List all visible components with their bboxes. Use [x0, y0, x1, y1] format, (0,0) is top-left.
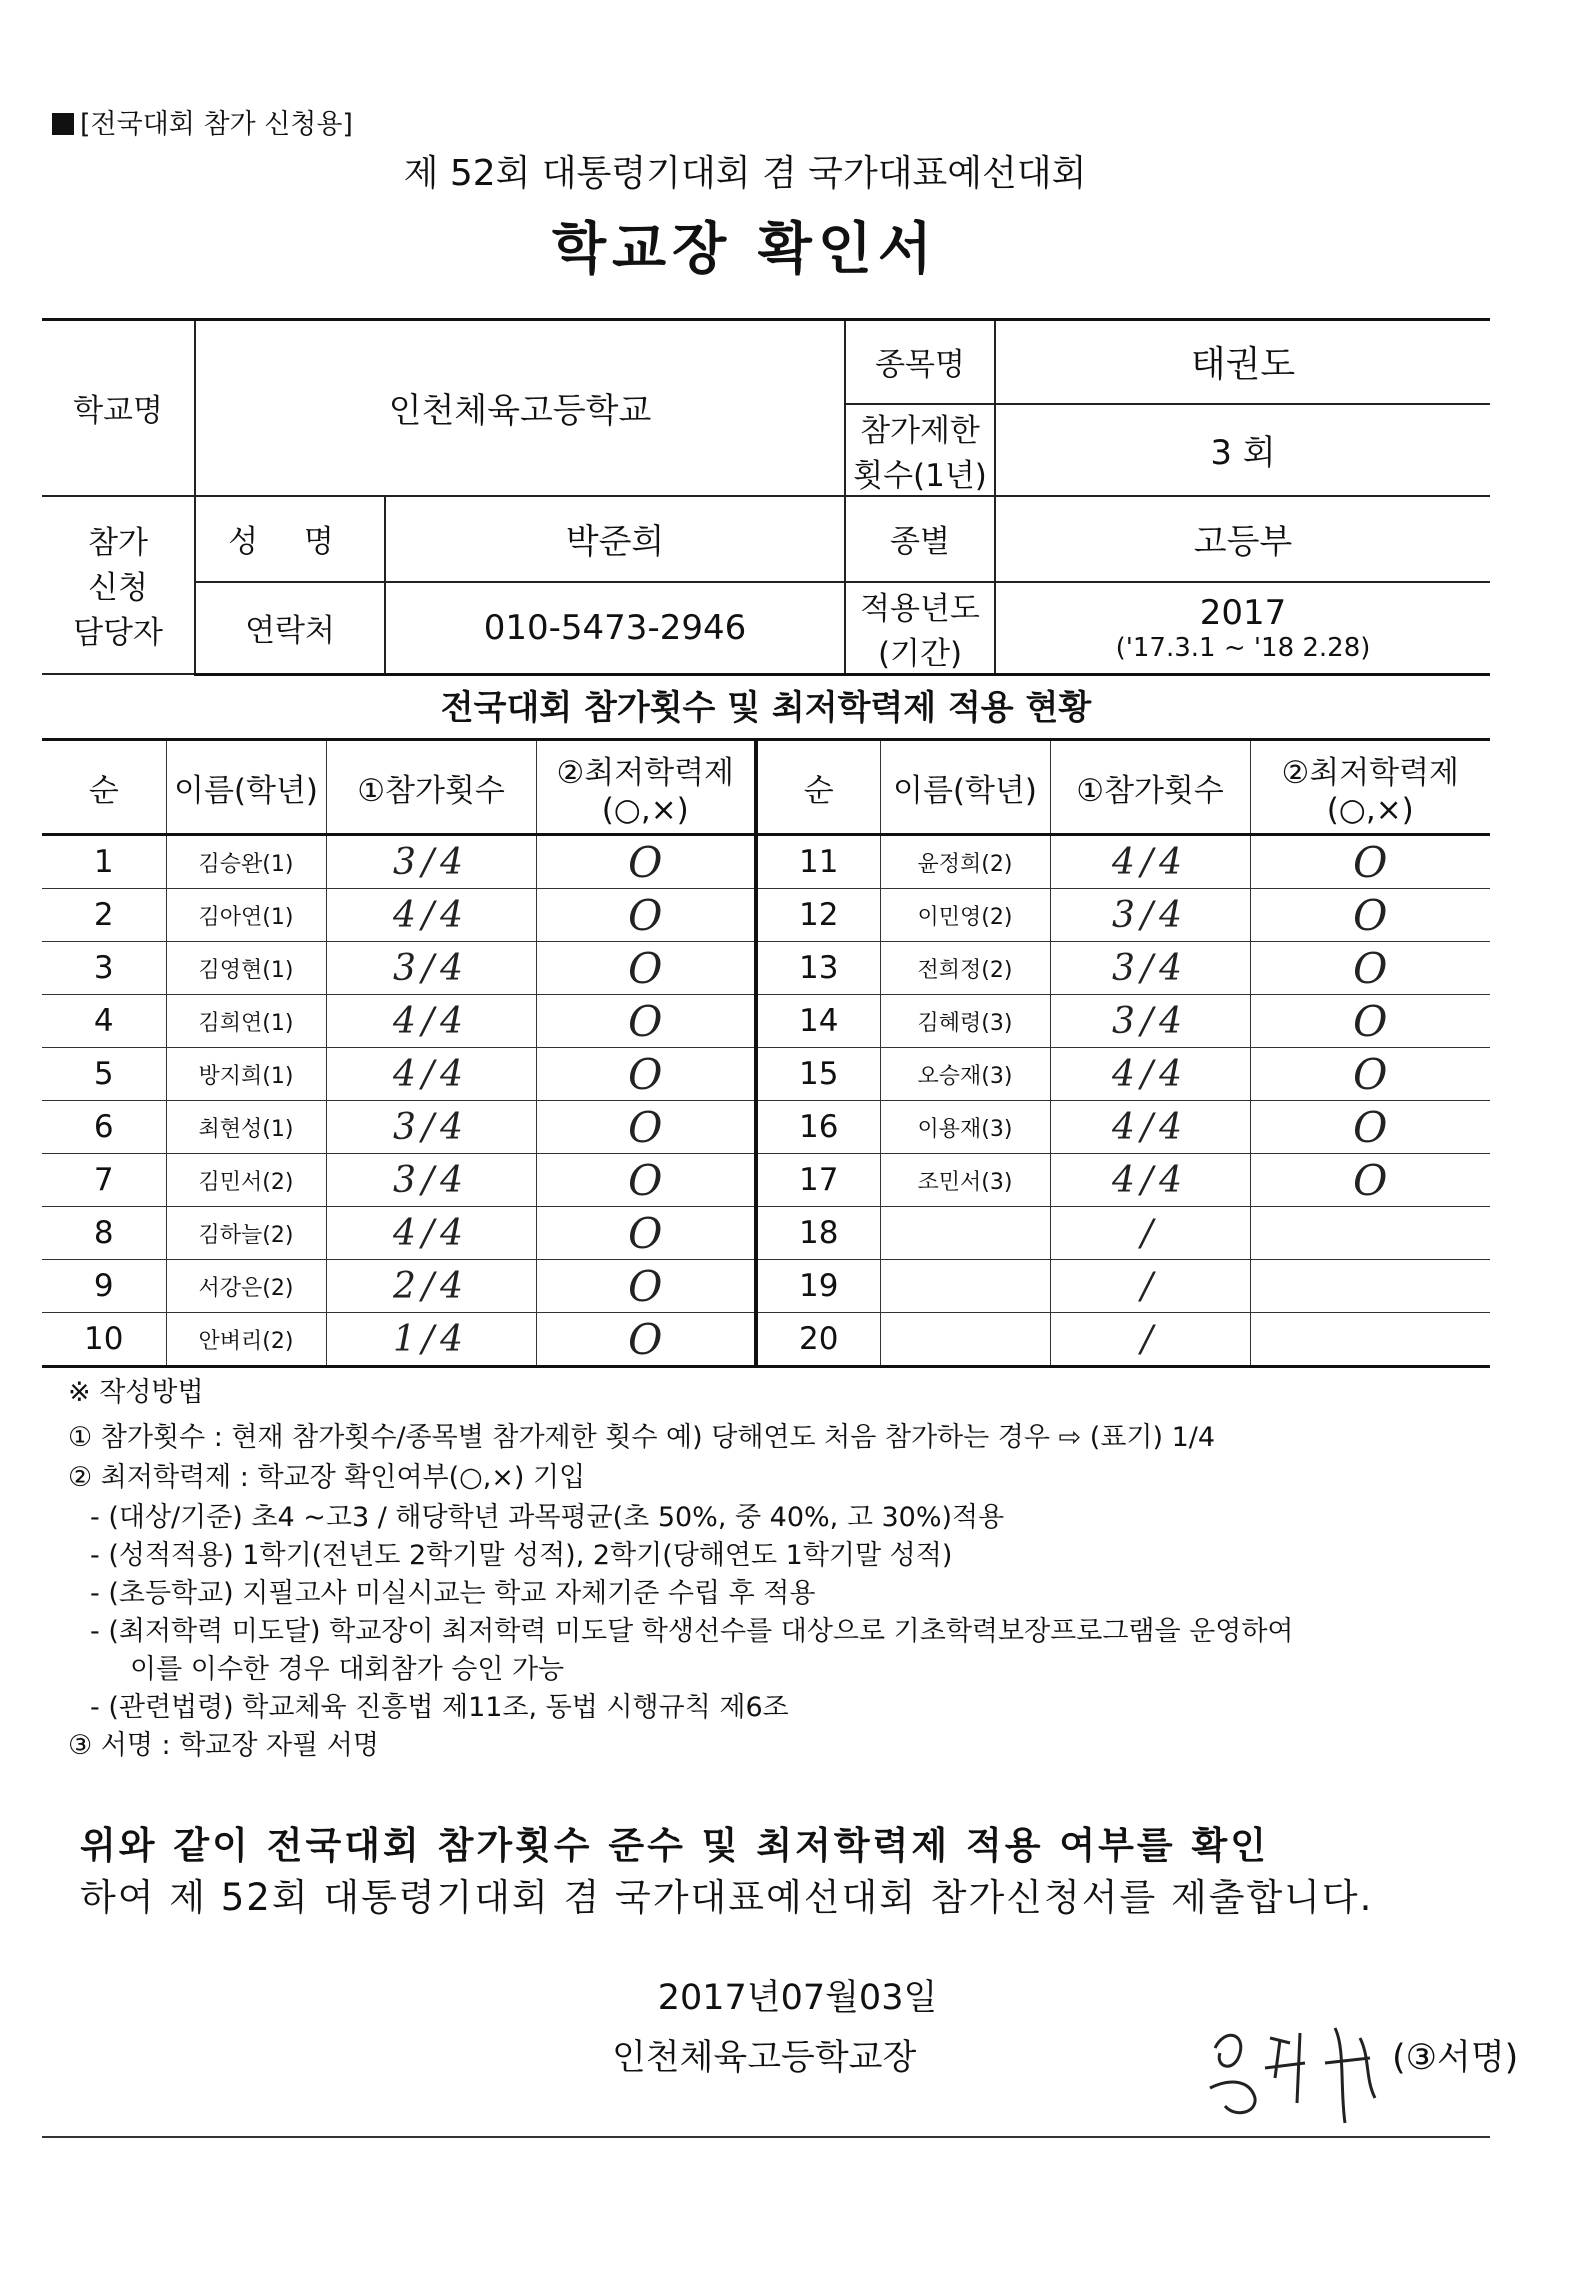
year-value [995, 582, 1490, 675]
student-name: 김하늘(2) [166, 1207, 326, 1260]
row-number: 12 [756, 889, 880, 942]
form-tag-text: [전국대회 참가 신청용] [80, 109, 353, 140]
participation-count: 3/4 [1050, 889, 1250, 942]
limit-value: 3 회 [995, 404, 1490, 496]
manager-label-3: 담당자 [73, 615, 163, 652]
declaration [80, 1820, 1373, 1924]
participation-count: 4/4 [326, 1207, 536, 1260]
student-name [880, 1260, 1050, 1313]
student-name: 김영현(1) [166, 942, 326, 995]
participation-count: 2/4 [326, 1260, 536, 1313]
row-number: 10 [42, 1313, 166, 1367]
row-number: 6 [42, 1101, 166, 1154]
note-2a: - (대상/기준) 초4 ~고3 / 해당학년 과목평균(초 50%, 중 40%, 고 30%)적용 [90, 1502, 1005, 1533]
note-3: ③ 서명 : 학교장 자필 서명 [68, 1730, 379, 1761]
minimum-check: O [1250, 889, 1490, 942]
note-2d-continued: 이를 이수한 경우 대회참가 승인 가능 [130, 1654, 565, 1685]
document-date: 2017년07월03일 [657, 1978, 938, 2018]
participation-count: 1/4 [326, 1313, 536, 1367]
table-row [42, 942, 1490, 995]
row-number: 20 [756, 1313, 880, 1367]
year-label-1: 적용년도 [860, 590, 980, 627]
student-name: 김승완(1) [166, 835, 326, 889]
minimum-check: O [536, 942, 756, 995]
header-minimum-1: ②최저학력제 [556, 754, 735, 791]
note-2e: - (관련법령) 학교체육 진흥법 제11조, 동법 시행규칙 제6조 [90, 1692, 789, 1723]
limit-label-1: 참가제한 [860, 412, 980, 449]
student-name [880, 1313, 1050, 1367]
name-value: 박준희 [385, 496, 845, 582]
header-no-right: 순 [756, 740, 880, 835]
header-minimum-2: (○,×) [601, 791, 689, 828]
form-tag [52, 102, 353, 141]
student-name: 최현성(1) [166, 1101, 326, 1154]
student-name: 오승재(3) [880, 1048, 1050, 1101]
table-row [42, 1260, 1490, 1313]
header-name-right: 이름(학년) [880, 740, 1050, 835]
participation-table [42, 738, 1490, 1368]
table-row [42, 1207, 1490, 1260]
manager-label-1: 참가 [88, 525, 148, 562]
header-minimum-right-1: ②최저학력제 [1281, 754, 1460, 791]
participation-count: 4/4 [1050, 1048, 1250, 1101]
row-number: 8 [42, 1207, 166, 1260]
row-number: 3 [42, 942, 166, 995]
row-number: 16 [756, 1101, 880, 1154]
period-value: ('17.3.1 ~ '18 2.28) [1115, 632, 1371, 663]
row-number: 11 [756, 835, 880, 889]
row-number: 4 [42, 995, 166, 1048]
student-name [880, 1207, 1050, 1260]
minimum-check: O [1250, 995, 1490, 1048]
student-name: 이용재(3) [880, 1101, 1050, 1154]
row-number: 14 [756, 995, 880, 1048]
notes-heading: ※ 작성방법 [68, 1377, 204, 1408]
info-table [42, 318, 1490, 676]
declaration-line-2: 하여 제 52회 대통령기대회 겸 국가대표예선대회 참가신청서를 제출합니다. [80, 1876, 1374, 1919]
note-2c: - (초등학교) 지필고사 미실시교는 학교 자체기준 수립 후 적용 [90, 1578, 816, 1609]
row-number: 1 [42, 835, 166, 889]
minimum-check: O [1250, 1101, 1490, 1154]
table-row [42, 1313, 1490, 1367]
table-row [42, 995, 1490, 1048]
table-row [42, 889, 1490, 942]
student-name: 김민서(2) [166, 1154, 326, 1207]
event-value: 태권도 [995, 320, 1490, 404]
row-number: 15 [756, 1048, 880, 1101]
row-number: 9 [42, 1260, 166, 1313]
limit-label-2: 횟수(1년) [853, 457, 987, 494]
minimum-check: O [1250, 1154, 1490, 1207]
participation-count: 4/4 [1050, 835, 1250, 889]
signature-label: (③서명) [1392, 2038, 1519, 2078]
note-2: ② 최저학력제 : 학교장 확인여부(○,×) 기입 [68, 1462, 586, 1493]
handwritten-signature [1195, 2008, 1415, 2128]
student-name: 안벼리(2) [166, 1313, 326, 1367]
minimum-check: O [536, 889, 756, 942]
bottom-rule [42, 2136, 1490, 2138]
minimum-check: O [536, 1207, 756, 1260]
minimum-check: O [536, 995, 756, 1048]
participation-count: 3/4 [326, 1154, 536, 1207]
student-name: 김희연(1) [166, 995, 326, 1048]
minimum-check: O [536, 1260, 756, 1313]
participation-count: 3/4 [1050, 942, 1250, 995]
student-name: 조민서(3) [880, 1154, 1050, 1207]
category-value: 고등부 [995, 496, 1490, 582]
minimum-check: O [536, 1313, 756, 1367]
participation-rows [42, 835, 1490, 1367]
participation-count: / [1050, 1313, 1250, 1367]
square-bullet-icon [52, 113, 74, 135]
note-1: ① 참가횟수 : 현재 참가횟수/종목별 참가제한 횟수 예) 당해연도 처음 참가하는 경우 ⇨ (표기) 1/4 [68, 1422, 1216, 1453]
note-2d: - (최저학력 미도달) 학교장이 최저학력 미도달 학생선수를 대상으로 기초학력보장프로그램을 운영하여 [90, 1616, 1294, 1647]
participation-count: 4/4 [326, 995, 536, 1048]
table-row [42, 1048, 1490, 1101]
minimum-check [1250, 1313, 1490, 1367]
participation-count: 3/4 [326, 942, 536, 995]
manager-label [42, 496, 195, 675]
summary-title: 전국대회 참가횟수 및 최저학력제 적용 현황 [440, 688, 1092, 728]
limit-label [845, 404, 995, 496]
school-label: 학교명 [42, 320, 195, 496]
minimum-check [1250, 1260, 1490, 1313]
participation-count: 3/4 [1050, 995, 1250, 1048]
header-minimum-right [1250, 740, 1490, 835]
row-number: 2 [42, 889, 166, 942]
year-label [845, 582, 995, 675]
row-number: 5 [42, 1048, 166, 1101]
minimum-check: O [536, 1048, 756, 1101]
table-row [42, 835, 1490, 889]
participation-count: 4/4 [1050, 1154, 1250, 1207]
header-name: 이름(학년) [166, 740, 326, 835]
row-number: 18 [756, 1207, 880, 1260]
participation-count: 4/4 [1050, 1101, 1250, 1154]
header-minimum [536, 740, 756, 835]
name-label: 성 명 [195, 496, 385, 582]
student-name: 김아연(1) [166, 889, 326, 942]
minimum-check: O [1250, 942, 1490, 995]
student-name: 서강은(2) [166, 1260, 326, 1313]
header-minimum-right-2: (○,×) [1326, 791, 1414, 828]
row-number: 17 [756, 1154, 880, 1207]
participation-count: 3/4 [326, 835, 536, 889]
minimum-check: O [536, 1101, 756, 1154]
minimum-check: O [536, 835, 756, 889]
minimum-check: O [1250, 835, 1490, 889]
row-number: 7 [42, 1154, 166, 1207]
participation-count: / [1050, 1260, 1250, 1313]
header-count-right: ①참가횟수 [1050, 740, 1250, 835]
table-row [42, 1101, 1490, 1154]
event-label: 종목명 [845, 320, 995, 404]
student-name: 윤정희(2) [880, 835, 1050, 889]
header-count: ①참가횟수 [326, 740, 536, 835]
minimum-check [1250, 1207, 1490, 1260]
student-name: 방지희(1) [166, 1048, 326, 1101]
participation-count: / [1050, 1207, 1250, 1260]
minimum-check: O [536, 1154, 756, 1207]
student-name: 김혜령(3) [880, 995, 1050, 1048]
declaration-line-1: 위와 같이 전국대회 참가횟수 준수 및 최저학력제 적용 여부를 확인 [80, 1824, 1269, 1867]
table-row [42, 1154, 1490, 1207]
row-number: 19 [756, 1260, 880, 1313]
participation-count: 4/4 [326, 889, 536, 942]
contact-value: 010-5473-2946 [385, 582, 845, 675]
header-no: 순 [42, 740, 166, 835]
note-2b: - (성적적용) 1학기(전년도 2학기말 성적), 2학기(당해연도 1학기말 성적) [90, 1540, 953, 1571]
year-value-text: 2017 [1199, 592, 1287, 633]
minimum-check: O [1250, 1048, 1490, 1101]
signer-title: 인천체육고등학교장 [612, 2038, 917, 2078]
participation-count: 3/4 [326, 1101, 536, 1154]
contact-label: 연락처 [195, 582, 385, 675]
category-label: 종별 [845, 496, 995, 582]
manager-label-2: 신청 [88, 570, 148, 607]
student-name: 이민영(2) [880, 889, 1050, 942]
student-name: 전희정(2) [880, 942, 1050, 995]
participation-count: 4/4 [326, 1048, 536, 1101]
year-label-2: (기간) [877, 635, 963, 672]
row-number: 13 [756, 942, 880, 995]
contest-title: 제 52회 대통령기대회 겸 국가대표예선대회 [403, 153, 1087, 194]
document-title: 학교장 확인서 [551, 217, 939, 282]
school-value: 인천체육고등학교 [195, 320, 845, 496]
